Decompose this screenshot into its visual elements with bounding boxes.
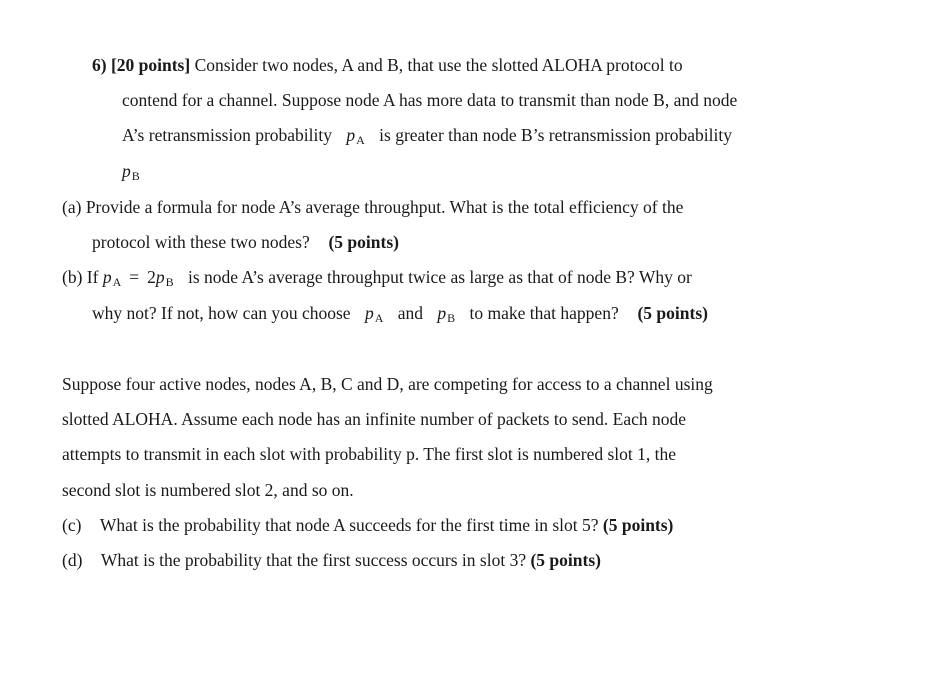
scenario-line-3: attempts to transmit in each slot with probability p. The first slot is numbered slot 1, the [62,444,677,464]
math-equals: = [129,267,140,287]
part-a-line-1 [62,196,683,218]
part-b-text-2b: to make that happen? [469,303,619,323]
part-b-if: If [86,267,99,287]
part-d-points: (5 points) [530,550,601,570]
part-c-line [62,514,673,536]
math-pB: pB [437,303,456,325]
part-c-label: (c) [62,515,82,535]
part-c-points: (5 points) [602,515,674,535]
part-b-text-2a: why not? If not, how can you choose [92,303,351,323]
math-pA: pA [346,125,365,147]
part-a-line-2 [92,231,399,253]
math-pA: pA [364,303,384,325]
part-b-and: and [397,303,424,323]
math-coefficient: 2 [147,267,156,287]
part-a-points: (5 points) [328,232,399,252]
part-c-text: What is the probability that node A succeeds for the first time in slot 5? [99,515,599,535]
part-b-line-2 [92,302,708,326]
part-b-line-1 [62,266,692,290]
problem-number: 6) [92,55,107,75]
scenario-line-2: slotted ALOHA. Assume each node has an infinite number of packets to send. Each node [62,409,687,429]
math-pB: pB [122,161,140,183]
problem-stem-2: contend for a channel. Suppose node A has more data to transmit than node B, and node [122,90,738,110]
part-b-text-1: is node A’s average throughput twice as large as that of node B? Why or [188,267,692,287]
problem-points: [20 points] [110,55,191,75]
part-b-label: (b) [62,267,83,287]
part-a-label: (a) [62,197,82,217]
scenario-line-4: second slot is numbered slot 2, and so on. [62,480,354,500]
problem-stem-3a: A’s retransmission probability [122,125,332,145]
problem-stem-3b: is greater than node B’s retransmission probability [379,125,733,145]
problem-line-4 [122,160,140,184]
part-a-text-2: protocol with these two nodes? [92,232,310,252]
math-pA: pA [102,267,122,289]
part-b-points: (5 points) [637,303,708,323]
problem-line-2 [122,89,737,111]
scenario-line-1: Suppose four active nodes, nodes A, B, C and D, are competing for access to a channel using [62,374,713,394]
math-pB: pB [155,267,174,289]
part-d-label: (d) [62,550,83,570]
part-a-text-1: Provide a formula for node A’s average throughput. What is the total efficiency of the [85,197,684,217]
problem-stem-1: Consider two nodes, A and B, that use the slotted ALOHA protocol to [194,55,683,75]
part-d-line [62,549,601,571]
part-d-text: What is the probability that the first success occurs in slot 3? [100,550,527,570]
problem-line-1 [92,54,683,76]
problem-line-3 [122,124,732,148]
